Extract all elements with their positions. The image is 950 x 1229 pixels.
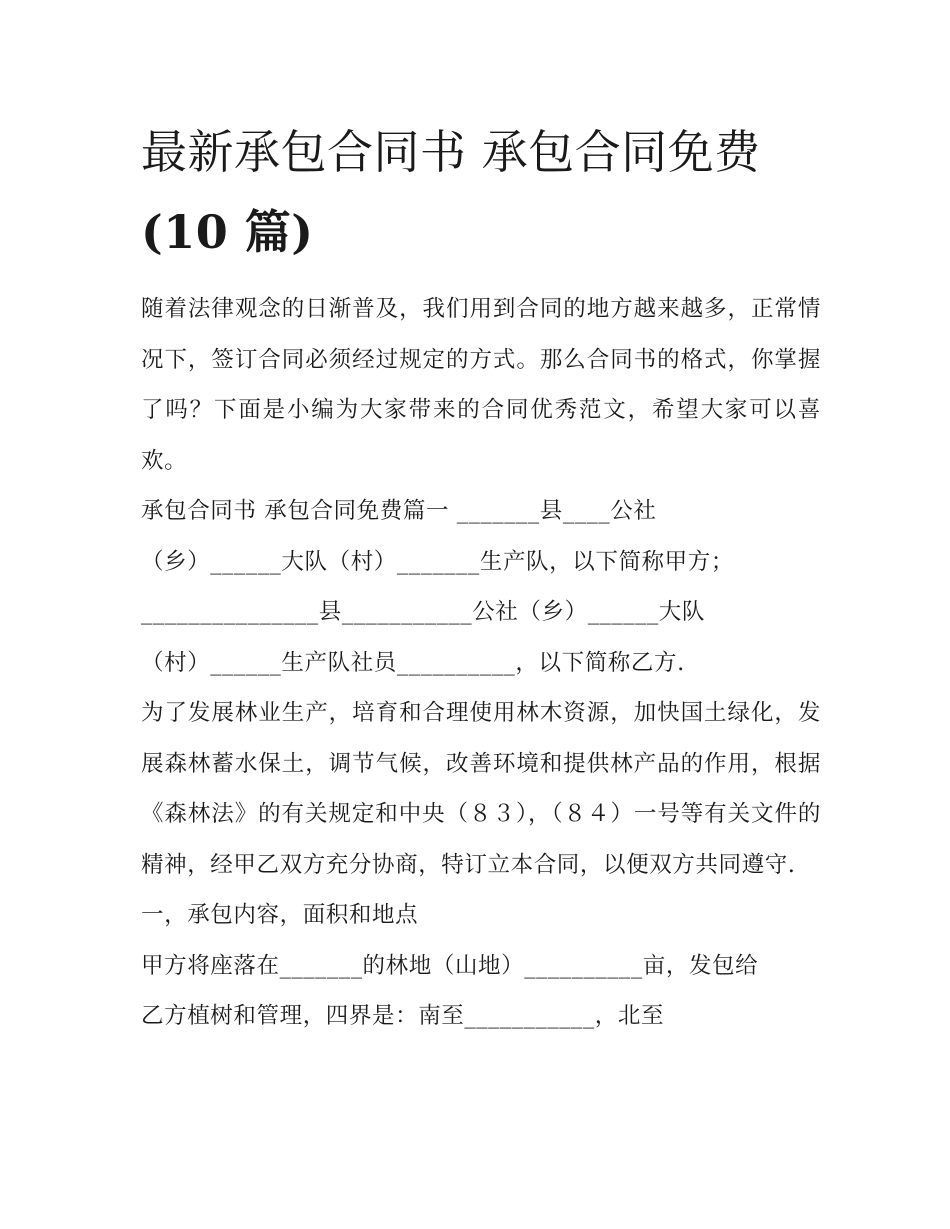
title-line-1: 最新承包合同书 承包合同免费 [141, 125, 761, 179]
intro-paragraph: 随着法律观念的日渐普及，我们用到合同的地方越来越多，正常情况下，签订合同必须经过规定的方式。那么合同书的格式，你掌握了吗？下面是小编为大家带来的合同优秀范文，希望大家可以喜欢。 [141, 296, 821, 474]
party-line-4: （村）______生产队社员__________，以下简称乙方. [141, 649, 685, 676]
section-1-line-1: 甲方将座落在_______的林地（山地）__________亩，发包给 [141, 952, 759, 979]
party-line-1: 承包合同书 承包合同免费篇一 _______县____公社 [141, 498, 657, 524]
party-line-3: _______________县___________公社（乡）______大队 [141, 599, 705, 625]
title-line-2: (10 篇) [141, 205, 314, 259]
section-1-line-2: 乙方植树和管理，四界是：南至___________，北至 [141, 1003, 665, 1029]
party-line-2: （乡）______大队（村）_______生产队，以下简称甲方； [141, 548, 734, 575]
section-1-heading: 一，承包内容，面积和地点 [141, 902, 419, 928]
document-title [141, 112, 821, 272]
document-body [141, 284, 821, 1042]
purpose-paragraph: 为了发展林业生产，培育和合理使用林木资源，加快国土绿化，发展森林蓄水保土，调节气候，改善环境和提供林产品的作用，根据《森林法》的有关规定和中央（８３），（８４）一号等有关文件的精神，经甲乙双方充分协商，特订立本合同，以便双方共同遵守. [141, 700, 821, 878]
document-page [141, 112, 821, 1042]
